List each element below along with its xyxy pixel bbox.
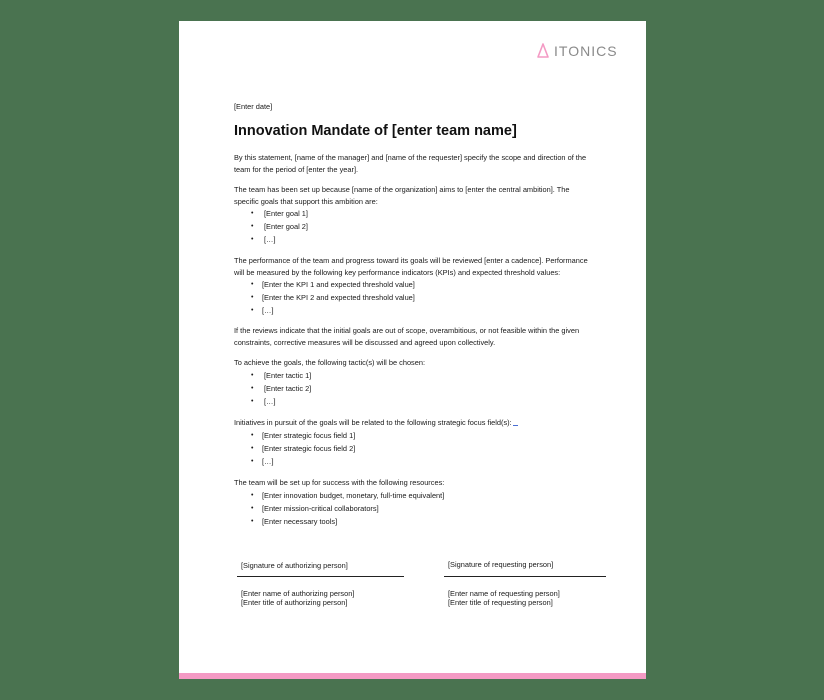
- signature-authorizing: [Signature of authorizing person]: [241, 561, 348, 570]
- bullet-icon: •: [251, 505, 254, 512]
- bullet-icon: •: [251, 458, 254, 465]
- date-field: [Enter date]: [234, 102, 273, 111]
- resource-item: [Enter mission-critical collaborators]: [262, 504, 379, 513]
- signature-line-left: [237, 576, 404, 577]
- focus-item: […]: [262, 457, 274, 466]
- bullet-icon: •: [251, 223, 254, 230]
- kpi-item: […]: [262, 306, 274, 315]
- kpi-line-1: The performance of the team and progress toward its goals will be reviewed [enter a cadence]. Performance: [234, 256, 588, 265]
- authorizing-name: [Enter name of authorizing person]: [241, 589, 355, 598]
- bullet-icon: •: [251, 294, 254, 301]
- bullet-icon: •: [251, 372, 254, 379]
- bullet-icon: •: [251, 398, 254, 405]
- bullet-icon: •: [251, 445, 254, 452]
- bullet-icon: •: [251, 281, 254, 288]
- goal-item: […]: [264, 235, 276, 244]
- kpi-item: [Enter the KPI 1 and expected threshold value]: [262, 280, 415, 289]
- kpi-line-2: will be measured by the following key performance indicators (KPIs) and expected threshold values:: [234, 268, 561, 277]
- signature-line-right: [444, 576, 606, 577]
- resources-line-1: The team will be set up for success with the following resources:: [234, 478, 445, 487]
- resource-item: [Enter necessary tools]: [262, 517, 338, 526]
- goal-item: [Enter goal 2]: [264, 222, 308, 231]
- goals-line-1: The team has been set up because [name of the organization] aims to [enter the central ambition]. The: [234, 185, 570, 194]
- signature-requesting: [Signature of requesting person]: [448, 560, 554, 569]
- requesting-title: [Enter title of requesting person]: [448, 598, 553, 607]
- focus-line-1: [234, 417, 518, 429]
- bullet-icon: •: [251, 385, 254, 392]
- itonics-logo: [537, 43, 618, 58]
- focus-item: [Enter strategic focus field 1]: [262, 431, 356, 440]
- tactic-item: […]: [264, 397, 276, 406]
- bullet-icon: •: [251, 307, 254, 314]
- tactic-item: [Enter tactic 2]: [264, 384, 312, 393]
- document-page: [179, 21, 646, 673]
- goals-line-2: specific goals that support this ambition are:: [234, 197, 378, 206]
- triangle-a-icon: [537, 43, 549, 58]
- resource-item: [Enter innovation budget, monetary, full-time equivalent]: [262, 491, 445, 500]
- kpi-item: [Enter the KPI 2 and expected threshold value]: [262, 293, 415, 302]
- requesting-name: [Enter name of requesting person]: [448, 589, 560, 598]
- bullet-icon: •: [251, 236, 254, 243]
- intro-line-1: By this statement, [name of the manager] and [name of the requester] specify the scope and direction of the: [234, 153, 587, 162]
- bullet-icon: •: [251, 210, 254, 217]
- review-line-1: If the reviews indicate that the initial goals are out of scope, overambitious, or not feasible within the given: [234, 326, 580, 335]
- focus-item: [Enter strategic focus field 2]: [262, 444, 356, 453]
- footer-accent-bar: [179, 673, 646, 679]
- bullet-icon: •: [251, 492, 254, 499]
- logo-text: ITONICS: [554, 42, 618, 59]
- comment-marker: [513, 425, 518, 426]
- goal-item: [Enter goal 1]: [264, 209, 308, 218]
- intro-line-2: team for the period of [enter the year].: [234, 165, 359, 174]
- document-title: Innovation Mandate of [enter team name]: [234, 123, 517, 139]
- tactics-line-1: To achieve the goals, the following tactic(s) will be chosen:: [234, 358, 426, 367]
- tactic-item: [Enter tactic 1]: [264, 371, 312, 380]
- bullet-icon: •: [251, 432, 254, 439]
- authorizing-title: [Enter title of authorizing person]: [241, 598, 348, 607]
- review-line-2: constraints, corrective measures will be discussed and agreed upon collectively.: [234, 338, 496, 347]
- bullet-icon: •: [251, 518, 254, 525]
- focus-line-text: Initiatives in pursuit of the goals will be related to the following strategic focus field(s):: [234, 418, 512, 427]
